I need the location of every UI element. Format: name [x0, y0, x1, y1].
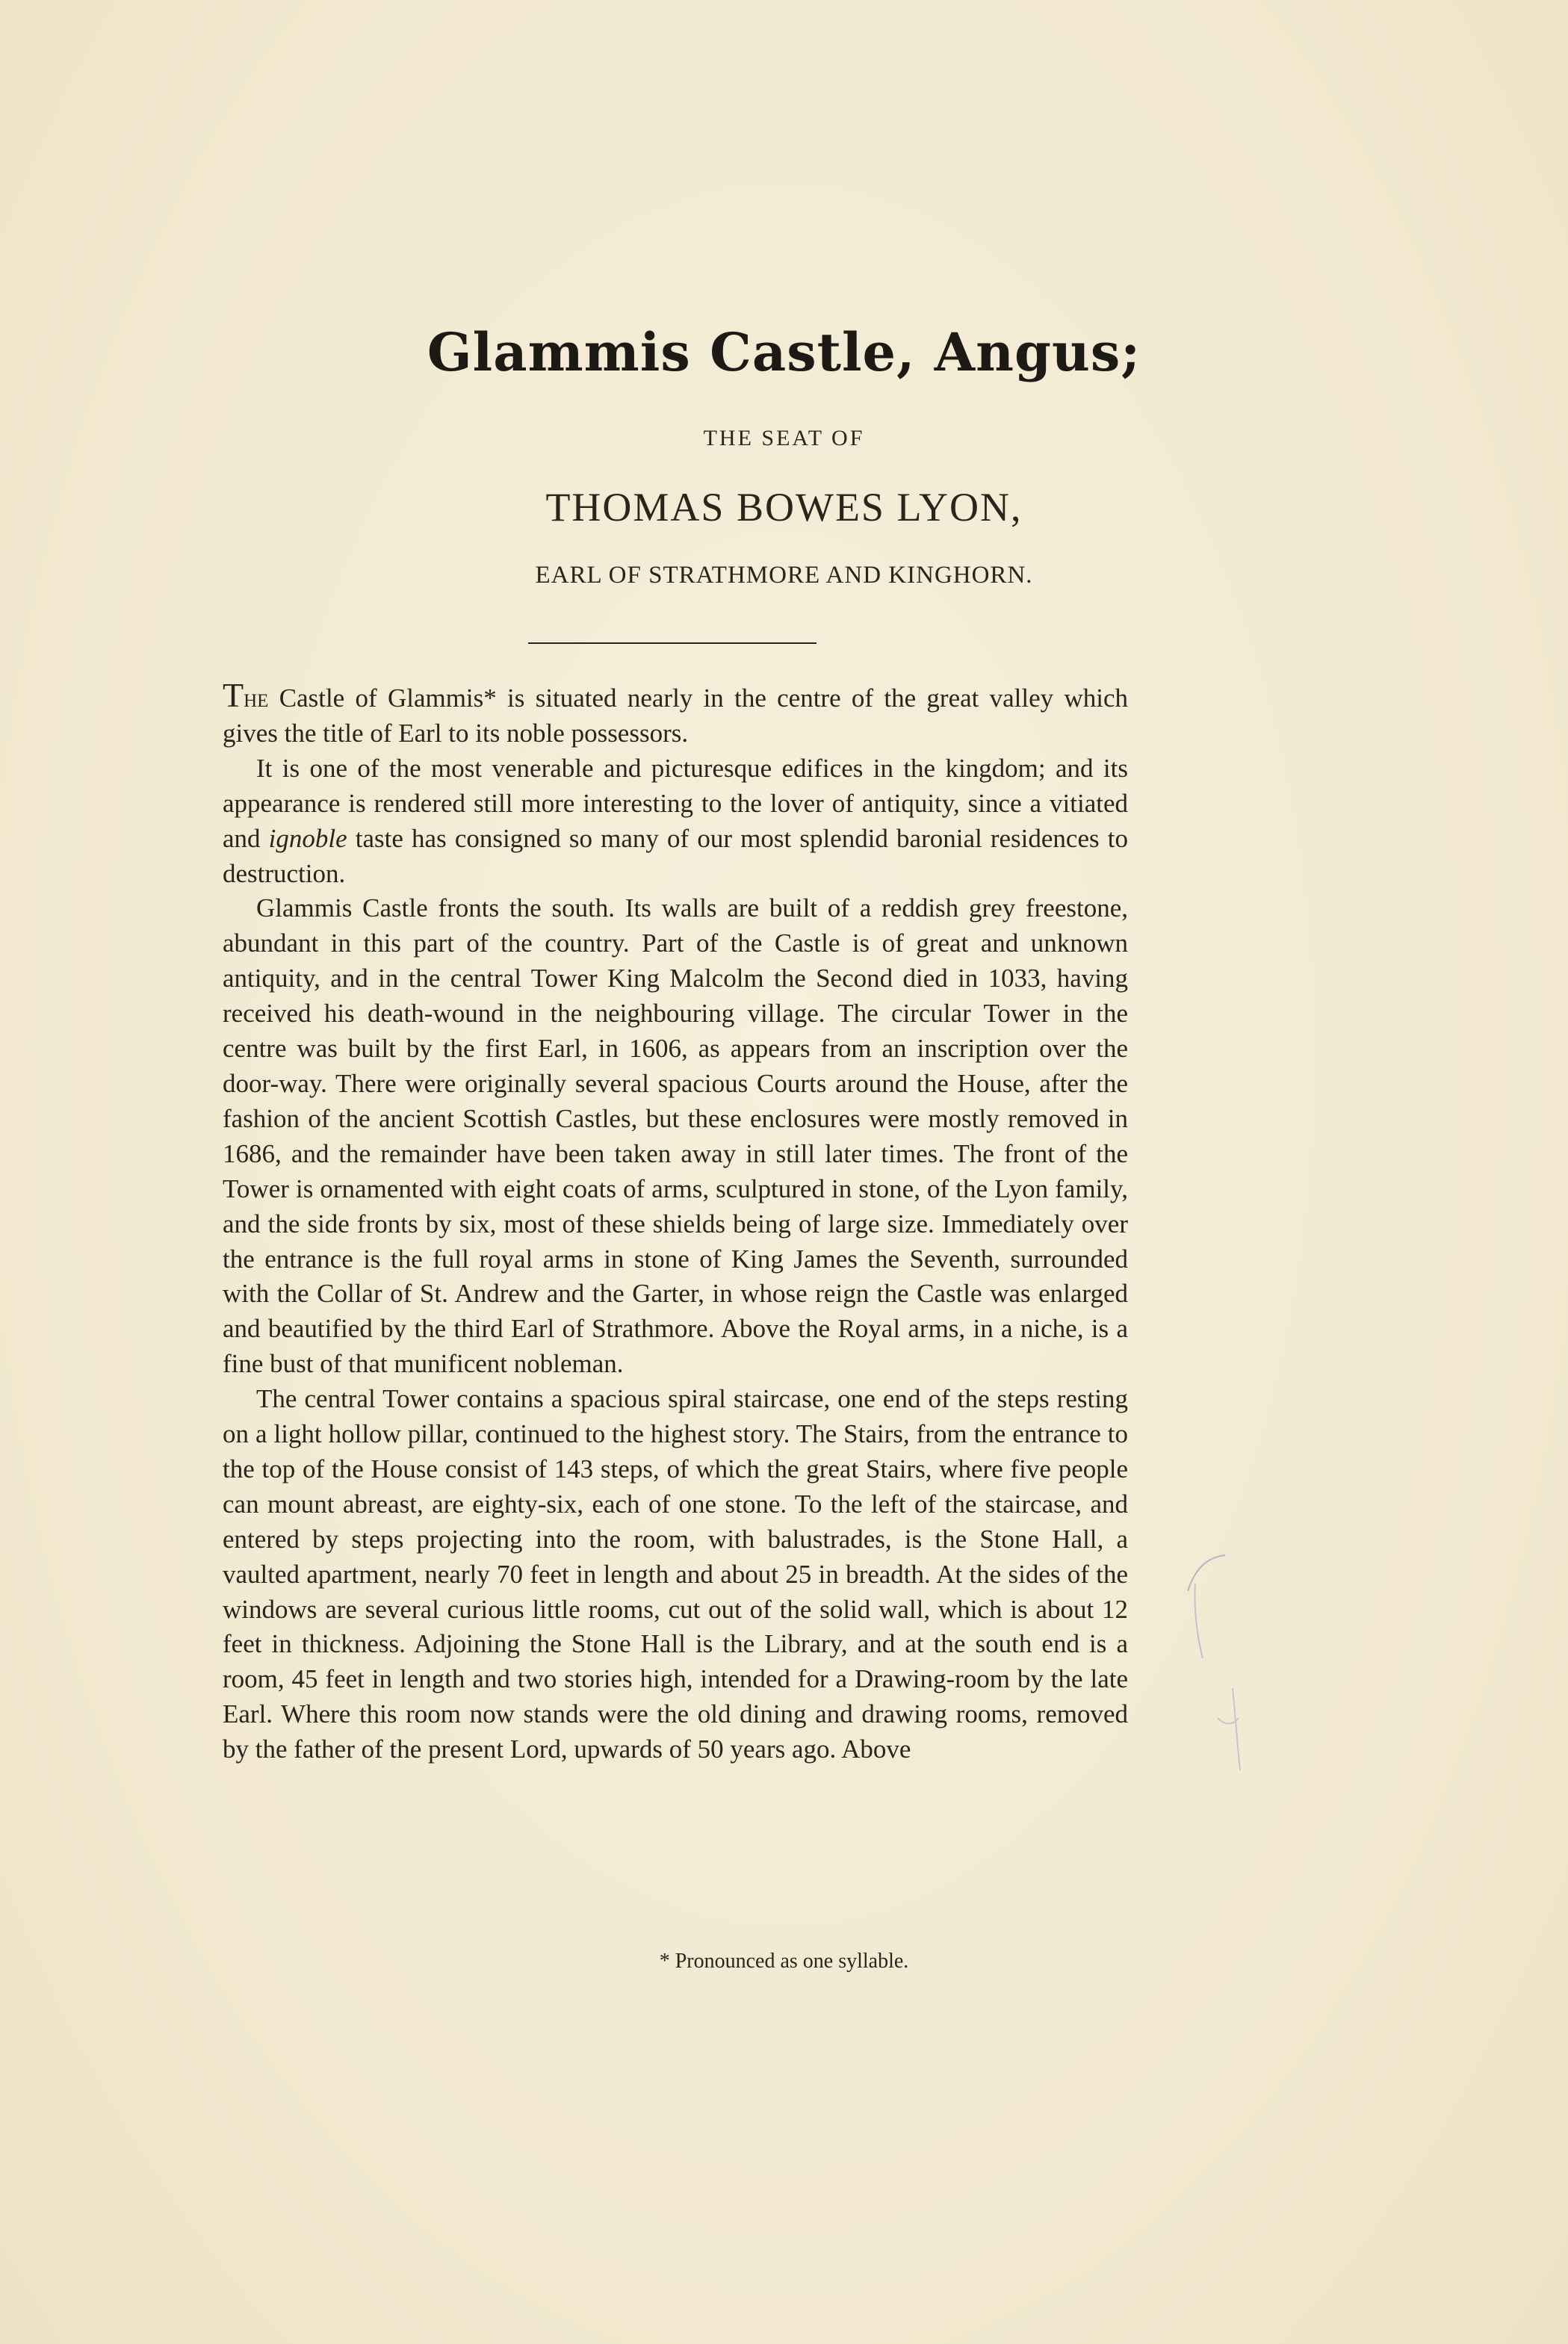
small-caps-text: he — [244, 683, 269, 713]
footnote: * Pronounced as one syllable. — [659, 1950, 909, 1973]
paragraph-4: The central Tower contains a spacious spiral staircase, one end of the steps resting on a light hollow pillar, continued to the highest story. The Stairs, from the entrance to the top of the House consist of 143 steps, of which the great Stairs, where five people can mount abreast, are eighty-six, each of one stone. To the left of the staircase, and entered by steps projecting into the room, with balustrades, is the Stone Hall, a vaulted apartment, nearly 70 feet in length and about 25 in breadth. At the sides of the windows are several curious little rooms, cut out of the solid wall, which is about 12 feet in thickness. Adjoining the Stone Hall is the Library, and at the south end is a room, 45 feet in length and two stories high, intended for a Drawing-room by the late Earl. Where this room now stands were the old dining and drawing rooms, removed by the father of the present Lord, upwards of 50 years ago. Above — [223, 1384, 1128, 1764]
margin-pencil-mark — [1173, 1539, 1262, 1778]
title-divider — [528, 642, 816, 644]
owner-name: THOMAS BOWES LYON, — [545, 485, 1023, 530]
body-text — [223, 678, 1128, 1767]
drop-cap: T — [223, 676, 244, 714]
page-title: Glammis Castle, Angus; — [427, 321, 1141, 383]
seat-line: THE SEAT OF — [703, 426, 865, 450]
earl-title: EARL OF STRATHMORE AND KINGHORN. — [535, 562, 1033, 589]
paragraph-2-text-a: It is one of the most venerable and picturesque edifices in the kingdom; and its appearance is rendered still more interesting to the lover of antiquity, since a vitiated and — [223, 753, 1128, 853]
paragraph-2 — [223, 751, 1128, 892]
paragraph-1 — [223, 678, 1128, 751]
italic-word: ignoble — [268, 823, 347, 853]
paragraph-2-text-b: taste has consigned so many of our most splendid baronial residences to destruction. — [223, 823, 1128, 888]
paragraph-1-text: Castle of Glammis* is situated nearly in the centre of the great valley which gives the title of Earl to its noble possessors. — [223, 683, 1128, 748]
paragraph-3: Glammis Castle fronts the south. Its walls are built of a reddish grey freestone, abundant in this part of the country. Part of the Castle is of great and unknown antiquity, and in the central Tower King Malcolm the Second died in 1033, having received his death-wound in the neighbouring village. The circular Tower in the centre was built by the first Earl, in 1606, as appears from an inscription over the door-way. There were originally several spacious Courts around the House, after the fashion of the ancient Scottish Castles, but these enclosures were mostly removed in 1686, and the remainder have been taken away in still later times. The front of the Tower is ornamented with eight coats of arms, sculptured in stone, of the Lyon family, and the side fronts by six, most of these shields being of large size. Immediately over the entrance is the full royal arms in stone of King James the Seventh, surrounded with the Collar of St. Andrew and the Garter, in whose reign the Castle was enlarged and beautified by the third Earl of Strathmore. Above the Royal arms, in a niche, is a fine bust of that munificent nobleman. — [223, 893, 1128, 1379]
